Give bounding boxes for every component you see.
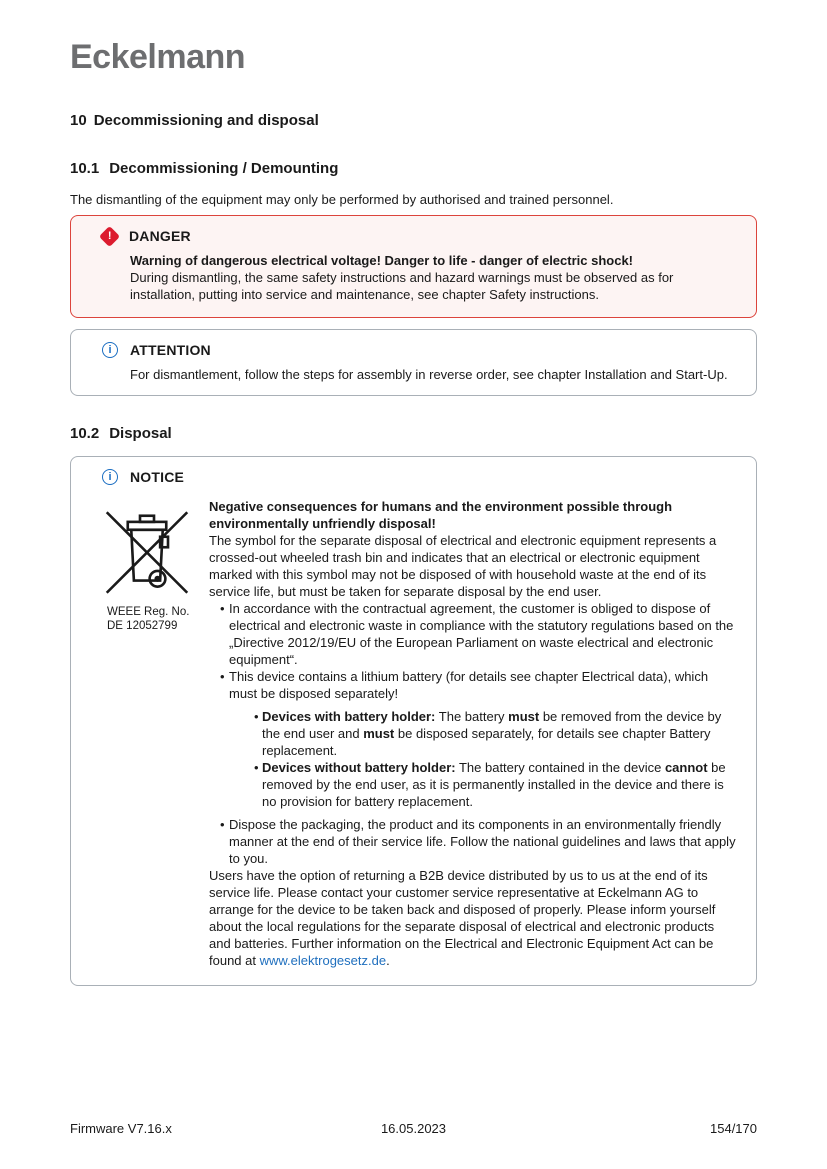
weee-caption-line2: DE 12052799 — [107, 620, 178, 632]
danger-body-text: During dismantling, the same safety instructions and hazard warnings must be observed as for installation, putting into service and maintenance, see chapter Safety instructions. — [130, 270, 674, 302]
weee-caption — [105, 605, 209, 633]
danger-diamond-icon — [99, 225, 120, 246]
footer-page-number: 154/170 — [710, 1121, 757, 1136]
weee-crossed-bin-icon — [105, 507, 189, 598]
notice-paragraph: The symbol for the separate disposal of electrical and electronic equipment represents a crossed-out wheeled trash bin and indicates that an electrical or electronic equipment marked with this symbol may not be disposed of with household waste at the end of its service life, but must be taken for separate disposal by the end user. — [209, 533, 717, 599]
section-number: 10.2 — [70, 425, 100, 442]
footer-firmware-version: Firmware V7.16.x — [70, 1121, 172, 1136]
section-title: Decommissioning / Demounting — [109, 160, 339, 177]
page-footer — [70, 1121, 757, 1136]
notice-text-column — [209, 498, 740, 969]
list-item — [209, 668, 738, 702]
bullet-text: Dispose the packaging, the product and its components in an environmentally friendly manner at the end of their service life. Follow the national guidelines and laws that apply to you. — [229, 817, 736, 866]
danger-admonition — [70, 215, 757, 318]
notice-body — [87, 498, 740, 969]
bullet-marker: • — [220, 817, 225, 832]
bullet-text: This device contains a lithium battery (for details see chapter Electrical data), which must be disposed separately! — [229, 669, 709, 701]
attention-admonition — [70, 329, 757, 396]
list-item — [254, 759, 738, 810]
notice-header — [87, 469, 740, 485]
section-number: 10.1 — [70, 160, 100, 177]
attention-body-text: For dismantlement, follow the steps for assembly in reverse order, see chapter Installation and Start-Up. — [130, 367, 728, 382]
notice-label: NOTICE — [130, 469, 185, 485]
danger-lead-text: Warning of dangerous electrical voltage! Danger to life - danger of electric shock! — [130, 253, 634, 268]
info-glyph: i — [108, 343, 112, 356]
notice-bullet-list — [209, 600, 738, 867]
notice-closing-paragraph: Users have the option of returning a B2B device distributed by us to us at the end of its service life. Please contact your customer service representative at Eckelmann AG to arrange for the device to be taken back and disposed of properly. Please inform yourself about the local regulations for the separate disposal of electrical and electronic products and batteries. Further information on the Electrical and Electronic Equipment Act can be found at www.elektrogesetz.de. — [209, 868, 716, 968]
list-item — [254, 708, 738, 759]
section-heading-disposal — [70, 425, 757, 443]
attention-body — [130, 366, 740, 383]
attention-label: ATTENTION — [130, 342, 211, 358]
list-item — [209, 600, 738, 668]
eckelmann-logo: Eckelmann — [70, 38, 246, 76]
list-item — [209, 816, 738, 867]
section-heading-decommissioning — [70, 160, 757, 178]
section-title: Disposal — [109, 425, 172, 442]
elektrogesetz-link[interactable]: www.elektrogesetz.de — [259, 953, 387, 968]
bullet-marker: • — [220, 669, 225, 684]
bullet-marker: • — [220, 601, 225, 616]
chapter-heading — [70, 112, 757, 130]
info-icon — [102, 469, 118, 485]
danger-body — [130, 252, 740, 303]
bullet-marker: • — [254, 709, 259, 724]
attention-header — [87, 342, 740, 358]
footer-date: 16.05.2023 — [380, 1121, 447, 1136]
exclamation-glyph: ! — [107, 229, 112, 242]
bullet-text: Devices with battery holder: The battery must be removed from the device by the end user and must be disposed separately, for details see chapter Battery replacement. — [262, 709, 722, 758]
info-icon — [102, 342, 118, 358]
bullet-text: Devices without battery holder: The battery contained in the device cannot be removed by the end user, as it is permanently installed in the device and there is no provision for battery replacement. — [262, 760, 726, 809]
chapter-number: 10 — [70, 112, 87, 129]
bullet-marker: • — [254, 760, 259, 775]
danger-label: DANGER — [129, 228, 191, 244]
notice-lead-text: Negative consequences for humans and the environment possible through environmentally unfriendly disposal! — [209, 499, 673, 531]
chapter-title: Decommissioning and disposal — [93, 112, 319, 129]
notice-sub-bullet-list — [254, 708, 738, 810]
intro-paragraph: The dismantling of the equipment may only be performed by authorised and trained personnel. — [70, 192, 614, 207]
weee-caption-line1: WEEE Reg. No. — [107, 606, 190, 618]
bullet-text: In accordance with the contractual agreement, the customer is obliged to dispose of electrical and electronic waste in compliance with the statutory regulations based on the „Directive 2012/19/EU of the European Parliament on waste electrical and electronic equipment“. — [229, 601, 734, 667]
weee-symbol-block — [87, 498, 209, 969]
danger-header — [87, 228, 740, 244]
notice-admonition — [70, 456, 757, 986]
info-glyph: i — [108, 470, 112, 483]
